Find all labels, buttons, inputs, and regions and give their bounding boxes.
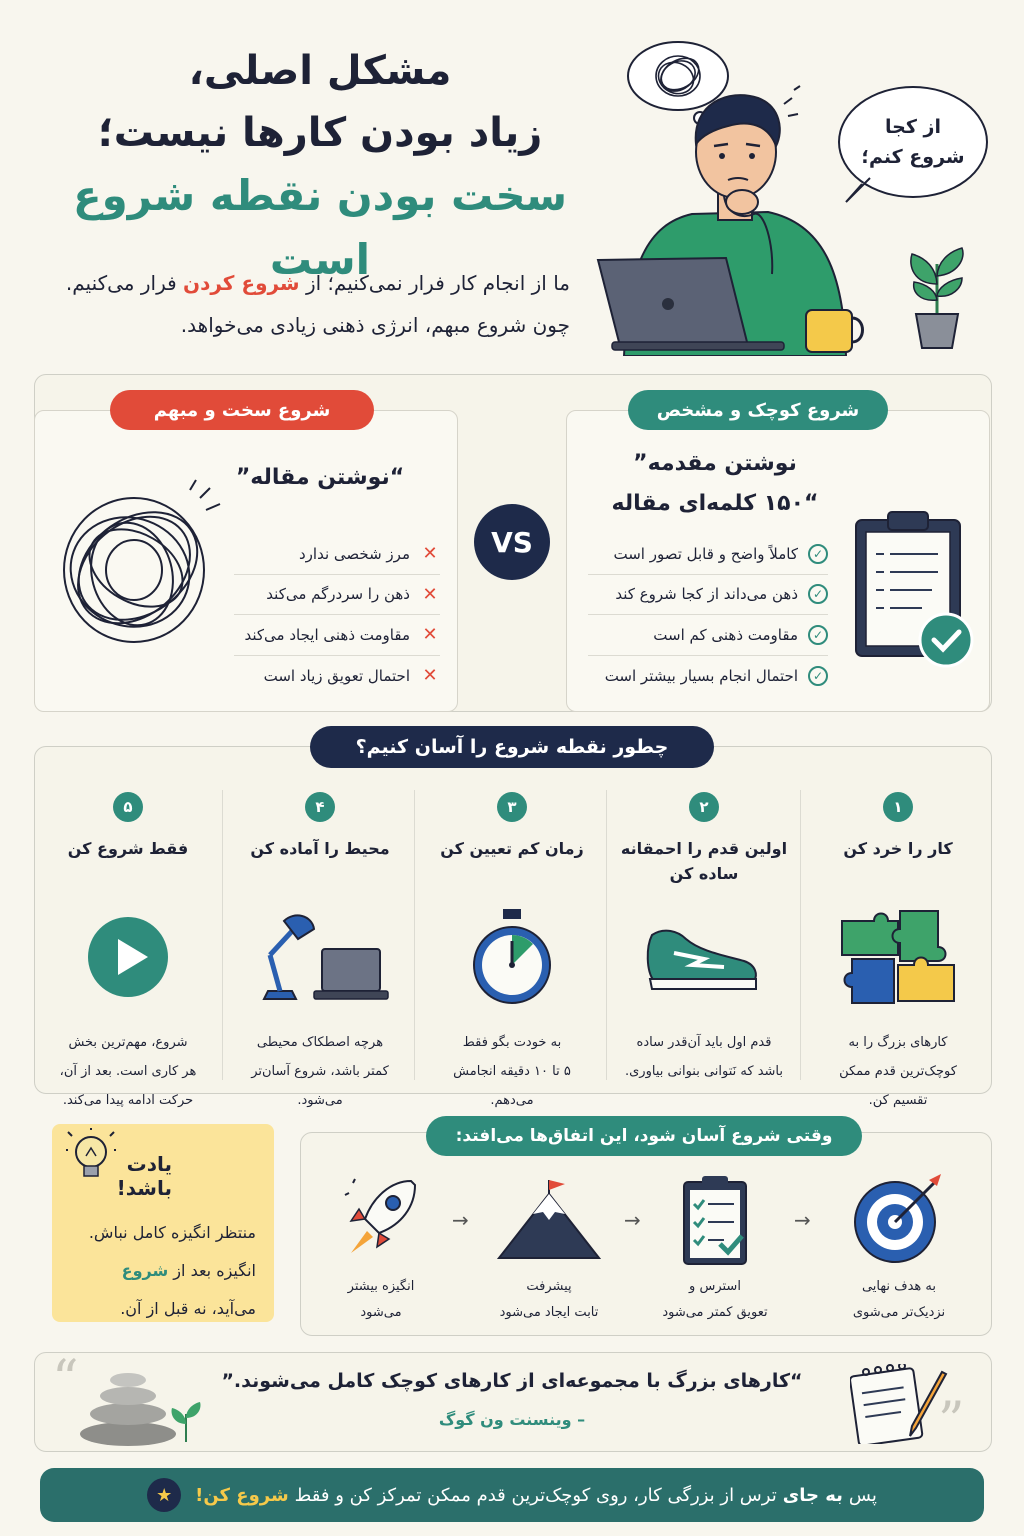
easy-start-list [588,534,828,696]
checklist-icon [640,1172,790,1268]
step-number: ۳ [497,792,527,822]
hero-sub-text-end: فرار می‌کنیم. [65,271,184,295]
step-desc-line: می‌دهم. [490,1093,534,1108]
step-desc-line: کوچک‌ترین قدم ممکن [839,1064,957,1079]
result-item-rocket [306,1172,456,1326]
step-description [32,1028,224,1115]
step-description [608,1028,800,1086]
remember-line2 [66,1252,256,1290]
hero-title-line3: سخت بودن نقطه شروع است [72,171,567,284]
results-title: وقتی شروع آسان شود، این اتفاق‌ها می‌افتد: [426,1116,862,1156]
clipboard-check-icon [852,508,976,670]
hero-title [20,40,620,292]
result-label [474,1274,624,1326]
remember-line3: می‌آید، نه قبل از آن. [120,1299,256,1318]
remember-highlight: شروع [121,1261,169,1280]
list-item [234,615,440,656]
target-icon [824,1172,974,1268]
result-line: می‌شود [360,1305,402,1320]
play-icon [32,892,224,1022]
step-title: زمان کم تعیین کن [440,839,584,858]
result-item-target [824,1172,974,1326]
step-desc-line: ۵ تا ۱۰ دقیقه انجامش [453,1064,571,1079]
hard-item-text: مقاومت ذهنی ایجاد می‌کند [244,625,410,644]
step-desc-line: هرچه اصطکاک محیطی [256,1035,384,1050]
hard-item-text: ذهن را سردرگم می‌کند [266,585,410,604]
mountain-flag-icon [474,1172,624,1268]
hero-subtitle-line2: چون شروع مبهم، انرژی ذهنی زیادی می‌خواهد. [180,313,570,337]
step-desc-line: باشد که نَتوانی بنوانی بیاوری. [625,1064,783,1079]
easy-heading-line1: نوشتن مقدمه” [633,451,797,476]
cross-icon: ✕ [422,543,438,565]
step-number: ۵ [113,792,143,822]
easy-item-text: مقاومت ذهنی کم است [653,625,798,644]
easy-heading-line2: “۱۵۰ کلمه‌ای مقاله [611,491,819,516]
open-quote-icon: “ [52,1350,79,1410]
desk-lamp-icon [224,892,416,1022]
quote-text: “کارهای بزرگ با مجموعه‌ای از کارهای کوچک کامل می‌شوند.” [221,1370,803,1392]
cross-icon: ✕ [422,583,438,605]
step-title: فقط شروع کن [67,839,189,858]
thinking-man-illustration [588,84,868,356]
step-desc-line: کارهای بزرگ را به [848,1035,948,1050]
stacked-stones-icon [76,1362,206,1446]
remember-title: یادت باشد! [116,1152,172,1200]
step-desc-line: به خودت بگو فقط [462,1035,562,1050]
arrow-icon: → [624,1208,641,1232]
hard-start-heading: “نوشتن مقاله” [235,465,405,490]
how-to-title: چطور نقطه شروع را آسان کنیم؟ [310,726,714,768]
step-title: کار را خرد کن [843,839,953,858]
footer-banner [40,1468,984,1522]
step-3 [416,790,608,1108]
hard-item-text: مرز شخصی ندارد [299,544,410,563]
hero-title-line1: مشکل اصلی، [188,48,452,94]
step-description [802,1028,994,1115]
hard-start-list [234,534,440,696]
step-desc-line: می‌شود. [297,1093,343,1108]
close-quote-icon: ” [938,1392,965,1452]
arrow-icon: → [794,1208,811,1232]
result-line: تعویق کمتر می‌شود [662,1305,768,1320]
tangled-scribble-icon [50,478,224,656]
bubble-tail-icon [844,176,874,204]
step-desc-line: حرکت ادامه پیدا می‌کند. [62,1093,194,1108]
easy-item-text: ذهن می‌داند از کجا شروع کند [615,585,798,604]
result-line: به هدف نهایی [861,1279,937,1294]
easy-item-text: احتمال انجام بسیار بیشتر است [604,666,798,685]
step-description [416,1028,608,1115]
stopwatch-icon [416,892,608,1022]
footer-highlight: شروع کن! [195,1484,289,1506]
result-item-mountain [474,1172,624,1326]
star-icon: ★ [147,1478,181,1512]
check-icon: ✓ [808,625,828,645]
remember-line1: منتظر انگیزه کامل نباش. [88,1223,256,1242]
list-item [588,534,828,575]
check-icon: ✓ [808,666,828,686]
result-label [640,1274,790,1326]
step-divider [800,790,801,1080]
hero-sub-text: ما از انجام کار فرار نمی‌کنیم؛ از [299,271,570,295]
cross-icon: ✕ [422,665,438,687]
list-item [234,656,440,697]
result-label [306,1274,456,1326]
step-title: اولین قدم را احمقانه ساده کن [620,839,788,883]
hero-title-line2: زیاد بودن کارها نیست؛ [97,110,543,156]
result-line: نزدیک‌تر می‌شوی [852,1305,946,1320]
result-item-checklist [640,1172,790,1326]
bubble-line2: شروع کنم؛ [861,146,965,168]
step-1 [802,790,994,1108]
result-line: تابت ایجاد می‌شود [499,1305,599,1320]
step-number: ۱ [883,792,913,822]
step-title: محیط را آماده کن [250,839,390,858]
result-line: استرس و [689,1279,741,1294]
arrow-icon: → [452,1208,469,1232]
step-desc-line: تقسیم کن. [868,1093,928,1108]
potted-plant-icon [902,244,972,354]
notepad-pencil-icon [850,1364,954,1444]
footer-text: پس [848,1484,877,1506]
step-number: ۲ [689,792,719,822]
hero-subtitle [40,262,570,346]
cross-icon: ✕ [422,624,438,646]
hard-item-text: احتمال تعویق زیاد است [263,666,410,685]
step-5 [32,790,224,1108]
step-description [224,1028,416,1115]
footer-text-bold: به جای [782,1484,843,1506]
check-icon: ✓ [808,544,828,564]
step-desc-line: شروع، مهم‌ترین بخش [68,1035,188,1050]
list-item [588,575,828,616]
step-4 [224,790,416,1108]
step-desc-line: کمتر باشد، شروع آسان‌تر [251,1064,389,1079]
vs-badge: VS [474,504,550,580]
remember-line2-text: انگیزه بعد از [168,1261,256,1280]
result-line: انگیزه بیشتر [347,1279,415,1294]
footer-text: ترس از بزرگی کار، روی کوچک‌ترین قدم ممکن تمرکز کن و فقط [294,1484,777,1506]
result-line: پیشرفت [526,1279,572,1294]
step-desc-line: هر کاری است. بعد از آن، [59,1064,197,1079]
quote-author: – وینسنت ون گوگ [438,1410,586,1429]
puzzle-icon [802,892,994,1022]
sneaker-icon [608,892,800,1022]
list-item [588,656,828,697]
easy-start-heading [590,444,840,524]
list-item [588,615,828,656]
result-label [824,1274,974,1326]
step-desc-line: قدم اول باید آن‌قدر ساده [636,1035,772,1050]
hero-sub-highlight: شروع کردن [183,271,300,295]
bubble-line1: از کجا [885,116,941,138]
step-2 [608,790,800,1080]
list-item [234,534,440,575]
check-icon: ✓ [808,584,828,604]
remember-body [66,1214,256,1328]
easy-start-label: شروع کوچک و مشخص [628,390,888,430]
lightbulb-icon [66,1128,116,1188]
hero-subtitle-line1 [40,262,570,304]
rocket-icon [306,1172,456,1268]
easy-item-text: کاملاً واضح و قابل تصور است [613,544,798,563]
step-number: ۴ [305,792,335,822]
list-item [234,575,440,616]
hard-start-label: شروع سخت و مبهم [110,390,374,430]
